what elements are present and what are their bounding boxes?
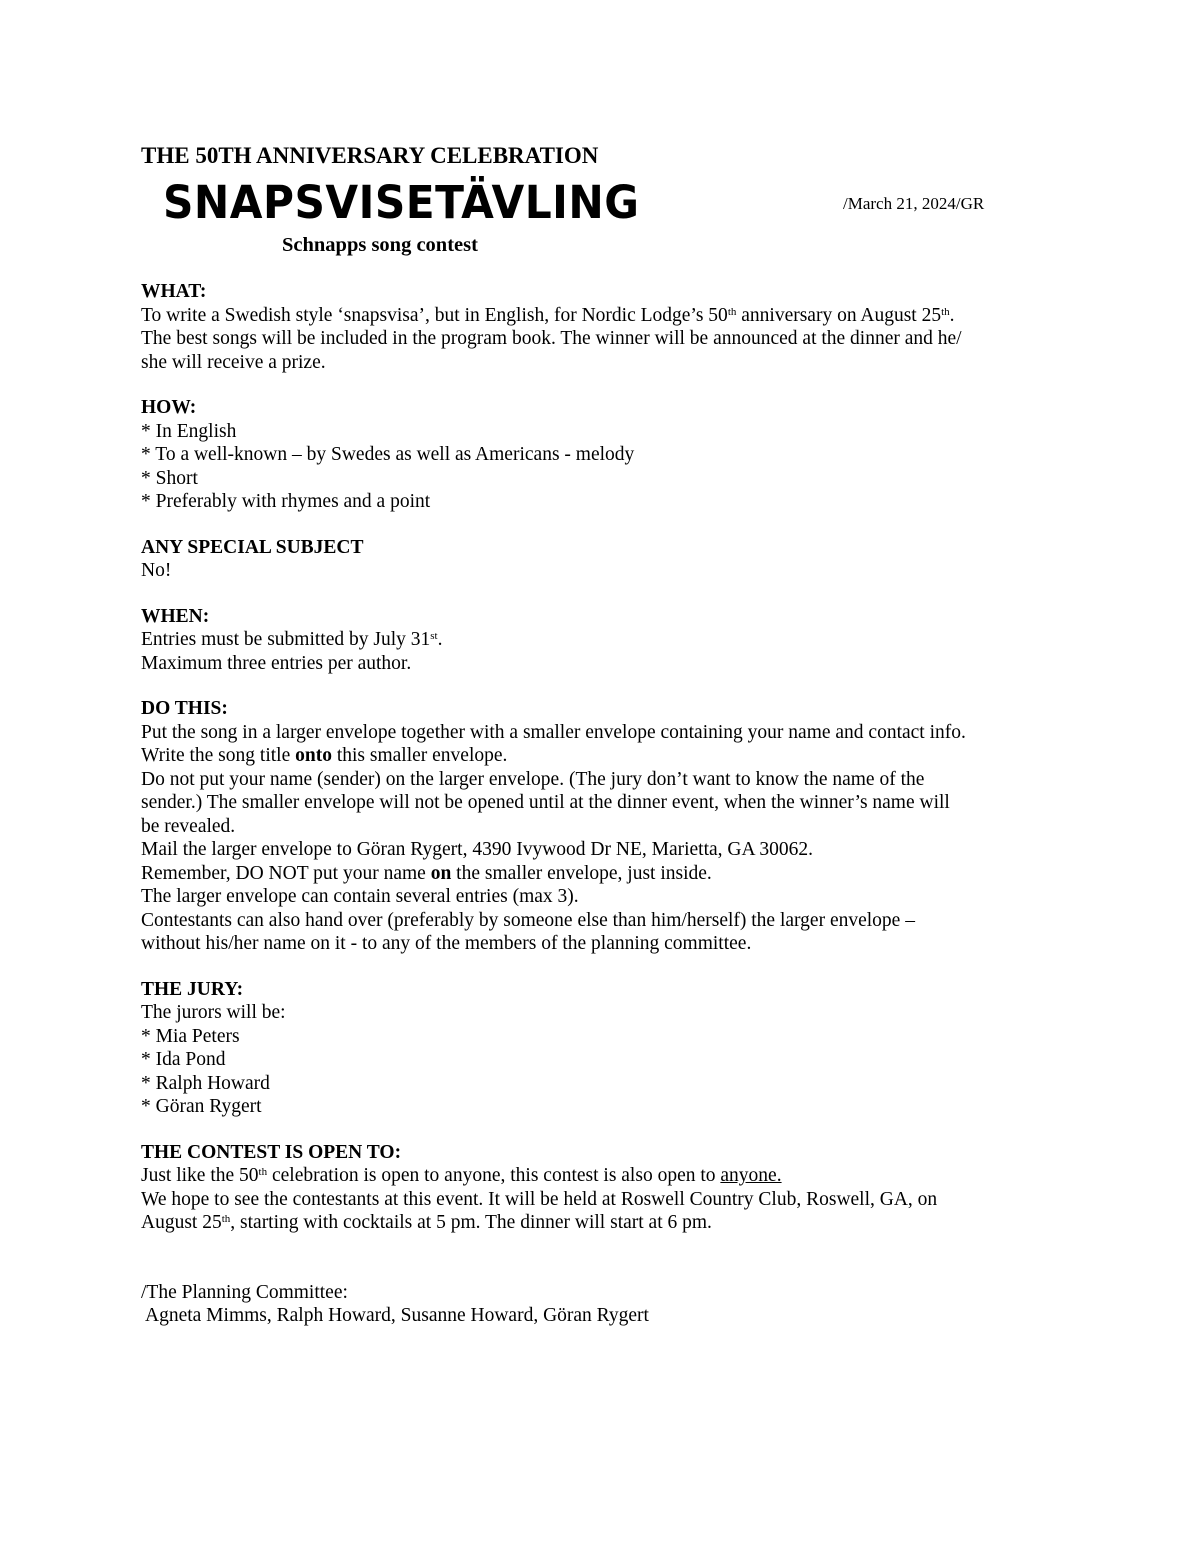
when-text-b: . xyxy=(437,629,443,650)
when-line-2: Maximum three entries per author. xyxy=(141,652,412,674)
heading-jury: THE JURY: xyxy=(141,978,244,1000)
open-to-text: August 25 xyxy=(141,1212,222,1233)
how-item: * Short xyxy=(141,467,198,489)
how-item: * In English xyxy=(141,420,237,442)
title-row xyxy=(141,170,1071,232)
when-line-1 xyxy=(141,628,1071,652)
jury-member: * Mia Peters xyxy=(141,1025,240,1047)
do-this-line: Contestants can also hand over (preferably by someone else than him/herself) the larger envelope – xyxy=(141,909,915,931)
do-this-line: Mail the larger envelope to Göran Rygert, 4390 Ivywood Dr NE, Marietta, GA 30062. xyxy=(141,839,813,860)
open-to-text: Just like the 50 xyxy=(141,1165,259,1186)
main-title: SNAPSVISETÄVLING xyxy=(163,176,640,229)
section-do-this xyxy=(141,697,1071,956)
document-page xyxy=(141,142,1071,1328)
do-this-text: the smaller envelope, just inside. xyxy=(451,862,712,884)
heading-do-this: DO THIS: xyxy=(141,698,228,719)
how-item: * To a well-known – by Swedes as well as Americans - melody xyxy=(141,444,635,465)
do-this-line: be revealed. xyxy=(141,815,236,837)
what-sup-2: th xyxy=(941,305,950,318)
heading-open-to: THE CONTEST IS OPEN TO: xyxy=(141,1141,402,1163)
heading-how: HOW: xyxy=(141,397,197,418)
open-to-underlined: anyone. xyxy=(720,1165,782,1186)
heading-special-subject: ANY SPECIAL SUBJECT xyxy=(141,536,364,558)
section-jury xyxy=(141,978,1071,1119)
do-this-line: without his/her name on it - to any of the members of the planning committee. xyxy=(141,933,752,954)
do-this-line xyxy=(141,744,1071,768)
open-to-line-3 xyxy=(141,1211,1071,1235)
open-to-sup: th xyxy=(221,1213,231,1225)
special-answer: No! xyxy=(141,560,172,581)
what-line-3: she will receive a prize. xyxy=(141,351,326,373)
section-special-subject xyxy=(141,536,1071,583)
what-text-a: To write a Swedish style ‘snapsvisa’, but in English, for Nordic Lodge’s 50 xyxy=(141,304,728,326)
do-this-bold: onto xyxy=(295,745,332,766)
jury-member: * Ida Pond xyxy=(141,1049,226,1070)
what-line-1 xyxy=(141,304,1071,328)
do-this-line xyxy=(141,862,1071,886)
when-text-a: Entries must be submitted by July 31 xyxy=(141,629,431,650)
do-this-text: Remember, DO NOT put your name xyxy=(141,862,431,884)
section-what xyxy=(141,280,1071,374)
do-this-line: sender.) The smaller envelope will not be opened until at the dinner event, when the winner’s name will xyxy=(141,792,950,813)
do-this-text: Write the song title xyxy=(141,745,296,766)
what-sup-1: th xyxy=(727,305,737,318)
what-text-c: . xyxy=(949,304,955,326)
open-to-text: , starting with cocktails at 5 pm. The dinner will start at 6 pm. xyxy=(230,1212,712,1233)
top-title: THE 50TH ANNIVERSARY CELEBRATION xyxy=(141,143,599,168)
do-this-bold: on xyxy=(430,862,452,884)
committee-label: /The Planning Committee: xyxy=(141,1281,348,1303)
open-to-line-2: We hope to see the contestants at this event. It will be held at Roswell Country Club, Roswell, GA, on xyxy=(141,1188,938,1210)
section-how xyxy=(141,396,1071,514)
open-to-sup: th xyxy=(258,1166,268,1178)
section-committee xyxy=(141,1281,1071,1328)
do-this-text: this smaller envelope. xyxy=(331,745,508,766)
section-when xyxy=(141,605,1071,676)
do-this-line: The larger envelope can contain several entries (max 3). xyxy=(141,886,579,907)
when-sup: st xyxy=(430,630,438,642)
do-this-line: Put the song in a larger envelope together with a smaller envelope containing your name and contact info. xyxy=(141,721,966,743)
subtitle: Schnapps song contest xyxy=(282,234,478,256)
date-line: /March 21, 2024/GR xyxy=(843,194,985,213)
how-item: * Preferably with rhymes and a point xyxy=(141,491,431,512)
heading-what: WHAT: xyxy=(141,281,207,302)
open-to-line-1 xyxy=(141,1164,1071,1188)
section-open-to xyxy=(141,1141,1071,1235)
heading-when: WHEN: xyxy=(141,605,210,627)
open-to-text: celebration is open to anyone, this contest is also open to xyxy=(267,1165,721,1186)
what-text-b: anniversary on August 25 xyxy=(736,304,942,326)
what-line-2: The best songs will be included in the program book. The winner will be announced at the dinner and he/ xyxy=(141,328,962,349)
committee-names: Agneta Mimms, Ralph Howard, Susanne Howard, Göran Rygert xyxy=(145,1305,649,1326)
jury-member: * Göran Rygert xyxy=(141,1096,262,1117)
jury-intro: The jurors will be: xyxy=(141,1002,286,1023)
jury-member: * Ralph Howard xyxy=(141,1072,270,1094)
do-this-line: Do not put your name (sender) on the larger envelope. (The jury don’t want to know the name of the xyxy=(141,768,925,790)
